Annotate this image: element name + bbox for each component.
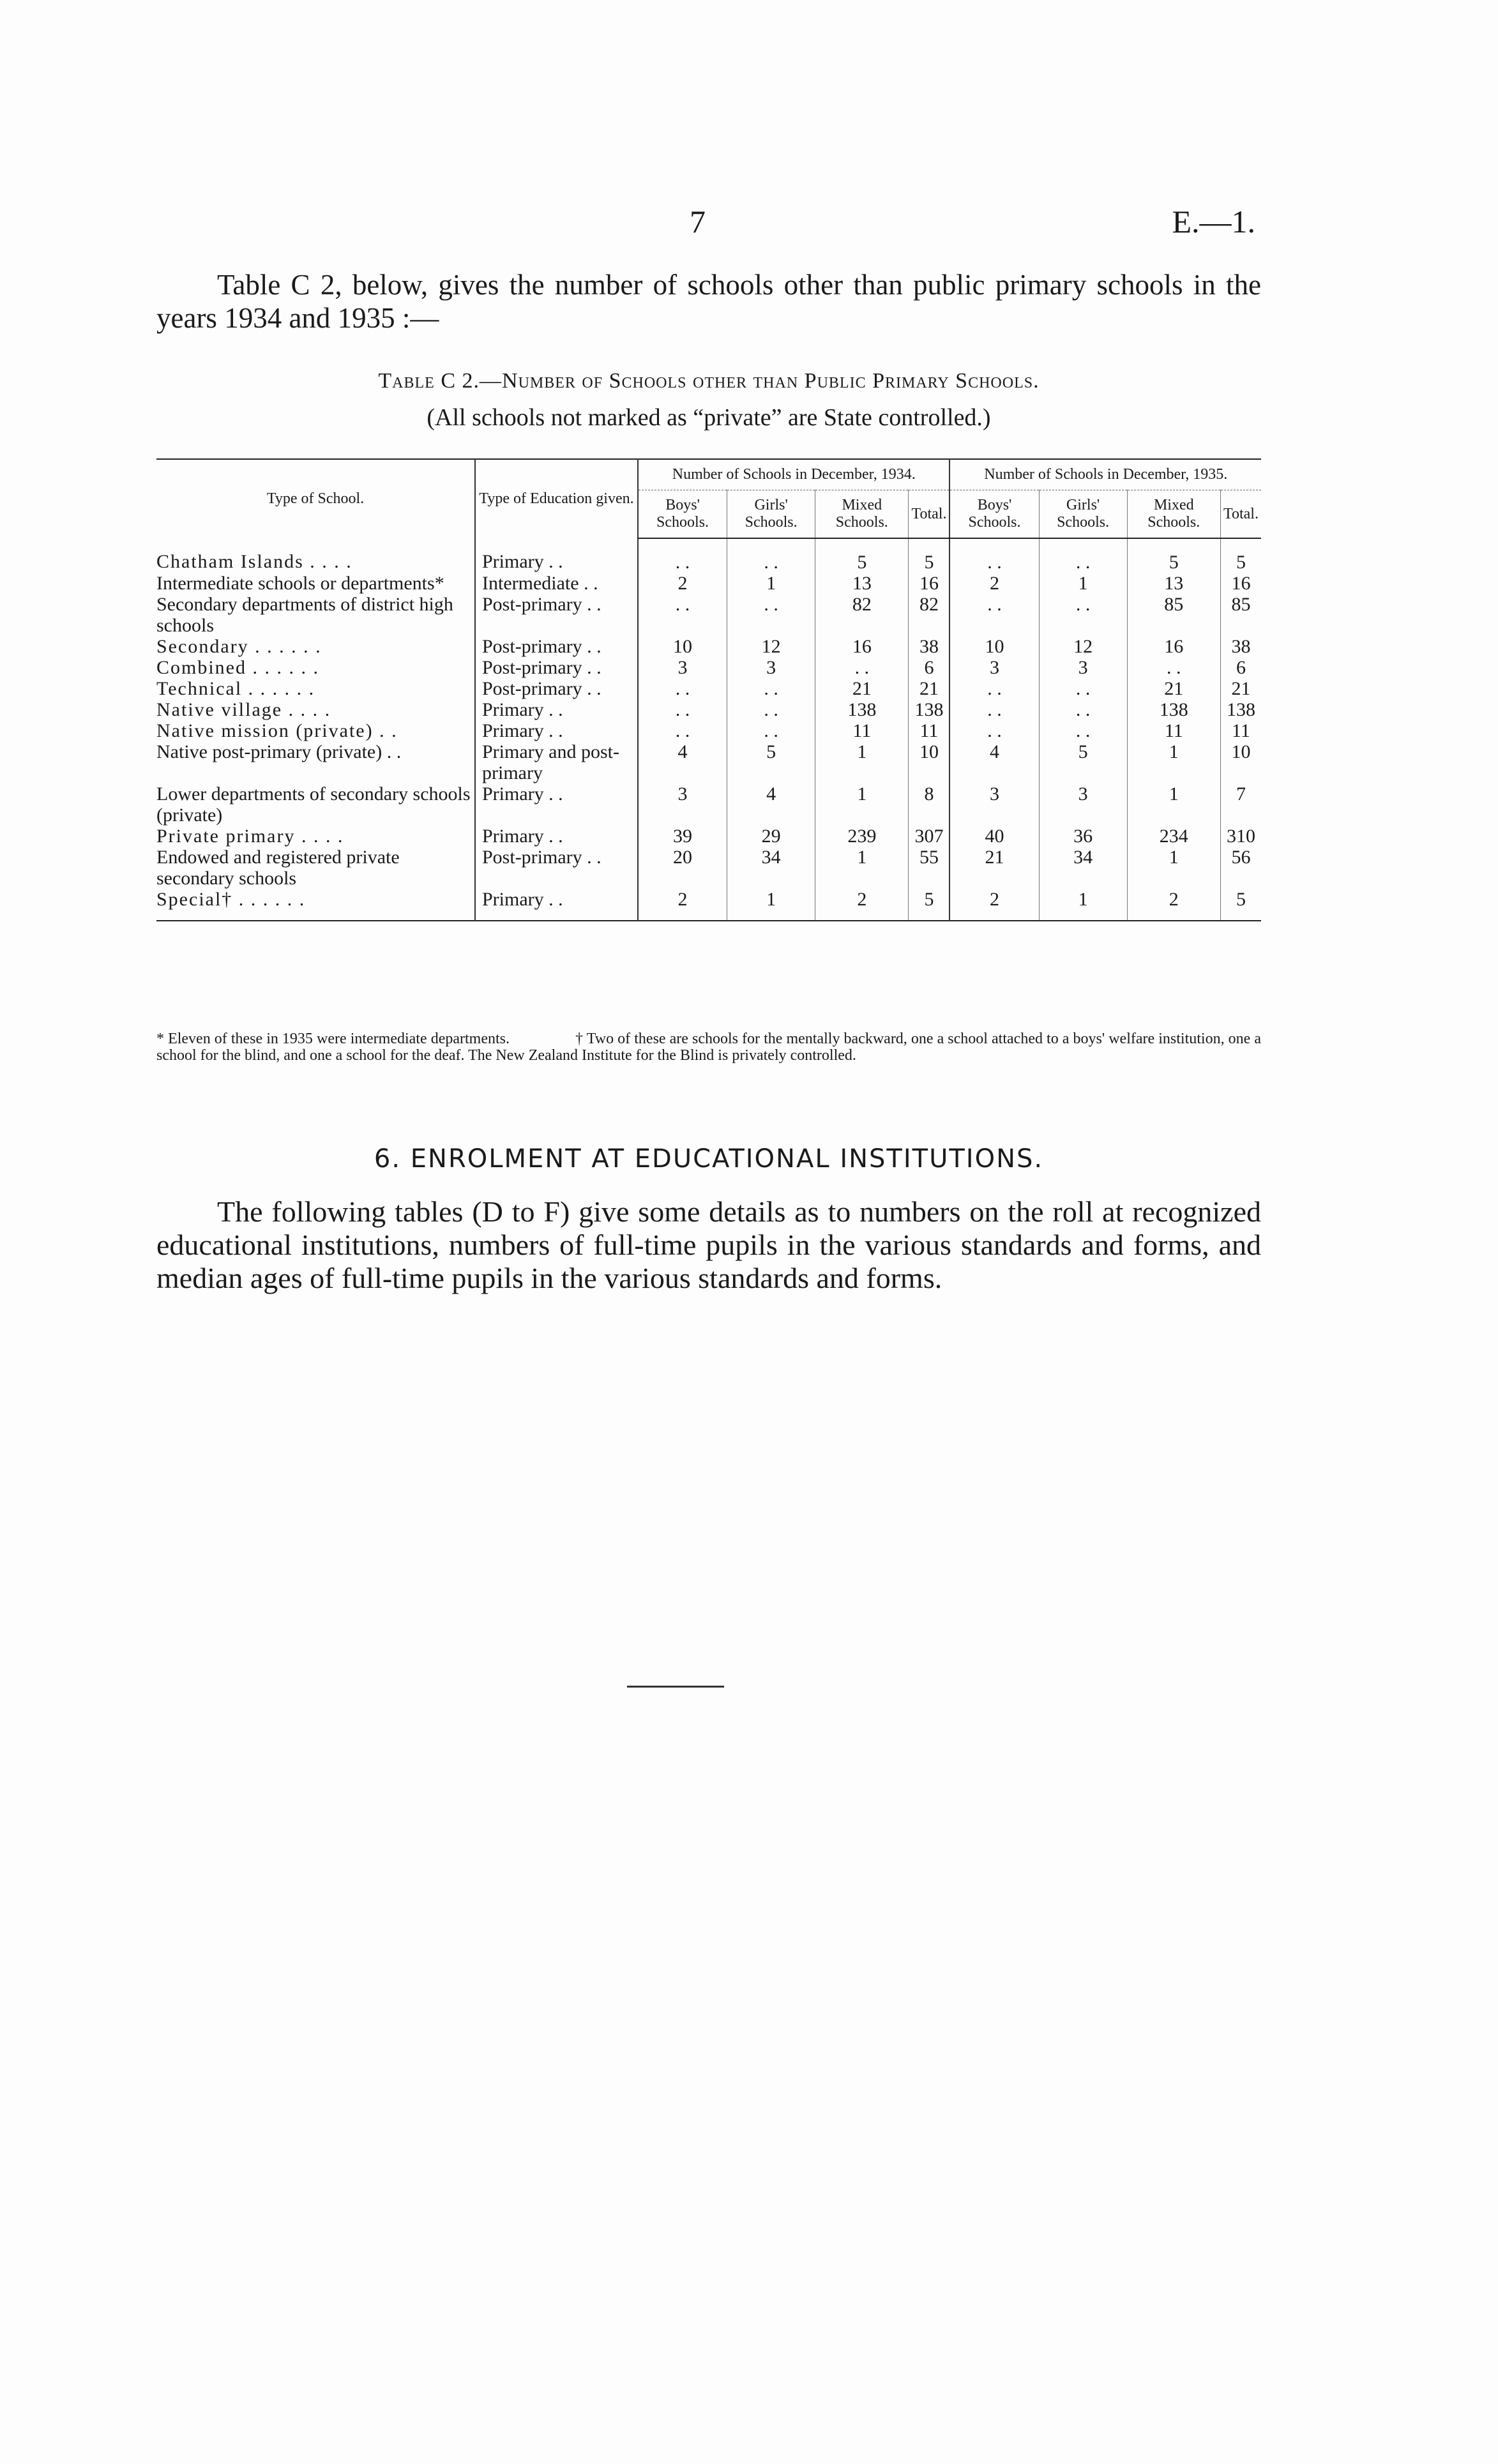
- education-type: Primary . .: [475, 720, 638, 741]
- cell: 2: [949, 573, 1039, 594]
- cell: . .: [638, 594, 727, 636]
- school-type: Native post-primary (private) . .: [156, 741, 402, 762]
- cell: 55: [909, 847, 949, 889]
- cell: 1: [1039, 889, 1127, 921]
- cell: 1: [727, 573, 815, 594]
- cell: 16: [909, 573, 949, 594]
- education-type: Primary . .: [475, 783, 638, 826]
- cell: . .: [949, 699, 1039, 720]
- table-title: Table C 2.—Number of Schools other than Public Primary Schools.: [378, 369, 1040, 393]
- footnote-dagger: † Two of these are schools for the mentally backward, one a school attached to a boys' welfare institution, one a school for the blind, and one a school for the deaf. The New Zealand Institute for the Blind is privately controlled.: [156, 1031, 1262, 1064]
- education-type: Primary and post-primary: [475, 741, 638, 783]
- table-row: [156, 538, 1261, 573]
- cell: 307: [909, 826, 949, 847]
- cell: 5: [1039, 741, 1127, 783]
- cell: 5: [909, 889, 949, 921]
- schools-table: [156, 458, 1261, 921]
- cell: 39: [638, 826, 727, 847]
- cell: 13: [815, 573, 909, 594]
- education-type: Intermediate . .: [475, 573, 638, 594]
- school-type: Native mission (private) . .: [156, 720, 398, 741]
- cell: . .: [949, 538, 1039, 573]
- cell: 1: [727, 889, 815, 921]
- header-boys-1934: Boys' Schools.: [638, 490, 727, 539]
- section-heading: 6. ENROLMENT AT EDUCATIONAL INSTITUTIONS.: [374, 1144, 1044, 1174]
- cell: 1: [815, 783, 909, 826]
- cell: 82: [909, 594, 949, 636]
- cell: 82: [815, 594, 909, 636]
- cell: 3: [638, 783, 727, 826]
- cell: 12: [1039, 636, 1127, 657]
- header-group-1934: Number of Schools in December, 1934.: [638, 459, 949, 490]
- footnote-star: * Eleven of these in 1935 were intermediate departments.: [156, 1031, 510, 1047]
- cell: 1: [815, 847, 909, 889]
- cell: . .: [1039, 594, 1127, 636]
- cell: . .: [815, 657, 909, 678]
- cell: 13: [1127, 573, 1220, 594]
- header-total-1935: Total.: [1220, 490, 1261, 539]
- section-body: The following tables (D to F) give some details as to numbers on the roll at recognized educational institutions, numbers of full-time pupils in the various standards and forms, and median ages of full-time pupils in the various standards and forms.: [156, 1195, 1261, 1294]
- table-row: [156, 847, 1261, 889]
- header-girls-1934: Girls' Schools.: [727, 490, 815, 539]
- cell: 138: [1220, 699, 1261, 720]
- table-row: [156, 741, 1261, 783]
- cell: 16: [1220, 573, 1261, 594]
- cell: 11: [1220, 720, 1261, 741]
- cell: 2: [638, 573, 727, 594]
- school-type: Private primary . . . .: [156, 826, 344, 847]
- school-type: Endowed and registered private secondary schools: [156, 847, 400, 889]
- table-row: [156, 594, 1261, 636]
- cell: 21: [1127, 678, 1220, 699]
- cell: 4: [638, 741, 727, 783]
- cell: 5: [1220, 889, 1261, 921]
- cell: 2: [949, 889, 1039, 921]
- education-type: Primary . .: [475, 538, 638, 573]
- cell: 3: [638, 657, 727, 678]
- cell: 3: [949, 783, 1039, 826]
- cell: . .: [1039, 678, 1127, 699]
- education-type: Primary . .: [475, 826, 638, 847]
- cell: . .: [949, 720, 1039, 741]
- cell: 56: [1220, 847, 1261, 889]
- cell: 21: [949, 847, 1039, 889]
- cell: 34: [727, 847, 815, 889]
- header-type-of-education: Type of Education given.: [475, 459, 638, 538]
- cell: 2: [1127, 889, 1220, 921]
- cell: 234: [1127, 826, 1220, 847]
- table-row: [156, 636, 1261, 657]
- cell: 5: [815, 538, 909, 573]
- cell: 11: [815, 720, 909, 741]
- cell: 21: [1220, 678, 1261, 699]
- education-type: Primary . .: [475, 889, 638, 921]
- cell: . .: [727, 678, 815, 699]
- header-type-of-school: Type of School.: [266, 490, 365, 507]
- cell: 29: [727, 826, 815, 847]
- cell: 138: [1127, 699, 1220, 720]
- cell: 40: [949, 826, 1039, 847]
- cell: 10: [1220, 741, 1261, 783]
- table-row: [156, 678, 1261, 699]
- cell: 85: [1220, 594, 1261, 636]
- cell: 10: [638, 636, 727, 657]
- school-type: Secondary . . . . . .: [156, 636, 322, 657]
- cell: 12: [727, 636, 815, 657]
- header-mixed-1934: Mixed Schools.: [815, 490, 909, 539]
- cell: . .: [638, 699, 727, 720]
- cell: 10: [909, 741, 949, 783]
- cell: 11: [909, 720, 949, 741]
- cell: . .: [727, 720, 815, 741]
- page-number: 7: [690, 204, 706, 239]
- cell: . .: [1039, 720, 1127, 741]
- cell: 2: [815, 889, 909, 921]
- cell: 11: [1127, 720, 1220, 741]
- cell: 8: [909, 783, 949, 826]
- header-mixed-1935: Mixed Schools.: [1127, 490, 1220, 539]
- cell: 1: [1127, 741, 1220, 783]
- cell: 10: [949, 636, 1039, 657]
- cell: 34: [1039, 847, 1127, 889]
- cell: 6: [909, 657, 949, 678]
- education-type: Post-primary . .: [475, 847, 638, 889]
- cell: 16: [1127, 636, 1220, 657]
- table-row: [156, 826, 1261, 847]
- cell: 38: [1220, 636, 1261, 657]
- cell: 16: [815, 636, 909, 657]
- cell: . .: [1039, 538, 1127, 573]
- cell: . .: [727, 538, 815, 573]
- end-rule: [627, 1686, 724, 1688]
- cell: 138: [815, 699, 909, 720]
- footnotes: [156, 1031, 1261, 1064]
- cell: 20: [638, 847, 727, 889]
- cell: 239: [815, 826, 909, 847]
- header-boys-1935: Boys' Schools.: [949, 490, 1039, 539]
- cell: 1: [1127, 847, 1220, 889]
- school-type: Special† . . . . . .: [156, 889, 306, 910]
- cell: 1: [815, 741, 909, 783]
- table-subtitle: (All schools not marked as “private” are State controlled.): [427, 404, 991, 431]
- cell: . .: [949, 594, 1039, 636]
- cell: 3: [1039, 783, 1127, 826]
- school-type: Combined . . . . . .: [156, 657, 319, 678]
- header-total-1934: Total.: [909, 490, 949, 539]
- cell: 36: [1039, 826, 1127, 847]
- table-row: [156, 699, 1261, 720]
- school-type: Secondary departments of district high schools: [156, 594, 453, 636]
- cell: 1: [1039, 573, 1127, 594]
- cell: 38: [909, 636, 949, 657]
- header-girls-1935: Girls' Schools.: [1039, 490, 1127, 539]
- cell: 21: [909, 678, 949, 699]
- cell: . .: [638, 678, 727, 699]
- cell: . .: [727, 594, 815, 636]
- cell: 5: [909, 538, 949, 573]
- education-type: Primary . .: [475, 699, 638, 720]
- school-type: Chatham Islands . . . .: [156, 551, 352, 572]
- school-type: Native village . . . .: [156, 699, 331, 720]
- cell: 4: [727, 783, 815, 826]
- cell: . .: [638, 720, 727, 741]
- cell: 21: [815, 678, 909, 699]
- school-type: Lower departments of secondary schools (private): [156, 783, 471, 826]
- table-row: [156, 783, 1261, 826]
- cell: 4: [949, 741, 1039, 783]
- education-type: Post-primary . .: [475, 678, 638, 699]
- cell: 2: [638, 889, 727, 921]
- cell: . .: [1127, 657, 1220, 678]
- cell: 3: [949, 657, 1039, 678]
- cell: 3: [727, 657, 815, 678]
- cell: . .: [638, 538, 727, 573]
- cell: 7: [1220, 783, 1261, 826]
- table-row: [156, 889, 1261, 921]
- cell: 6: [1220, 657, 1261, 678]
- education-type: Post-primary . .: [475, 594, 638, 636]
- intro-paragraph: Table C 2, below, gives the number of schools other than public primary schools in the years 1934 and 1935 :—: [156, 269, 1261, 334]
- education-type: Post-primary . .: [475, 636, 638, 657]
- header-group-1935: Number of Schools in December, 1935.: [949, 459, 1261, 490]
- cell: . .: [1039, 699, 1127, 720]
- cell: 310: [1220, 826, 1261, 847]
- cell: 5: [1127, 538, 1220, 573]
- cell: . .: [727, 699, 815, 720]
- document-reference: E.—1.: [1172, 204, 1255, 239]
- cell: 138: [909, 699, 949, 720]
- school-type: Intermediate schools or departments*: [156, 573, 444, 594]
- cell: 3: [1039, 657, 1127, 678]
- table-row: [156, 657, 1261, 678]
- cell: 5: [727, 741, 815, 783]
- table-row: [156, 720, 1261, 741]
- cell: . .: [949, 678, 1039, 699]
- cell: 85: [1127, 594, 1220, 636]
- table-row: [156, 573, 1261, 594]
- cell: 1: [1127, 783, 1220, 826]
- school-type: Technical . . . . . .: [156, 678, 315, 699]
- education-type: Post-primary . .: [475, 657, 638, 678]
- cell: 5: [1220, 538, 1261, 573]
